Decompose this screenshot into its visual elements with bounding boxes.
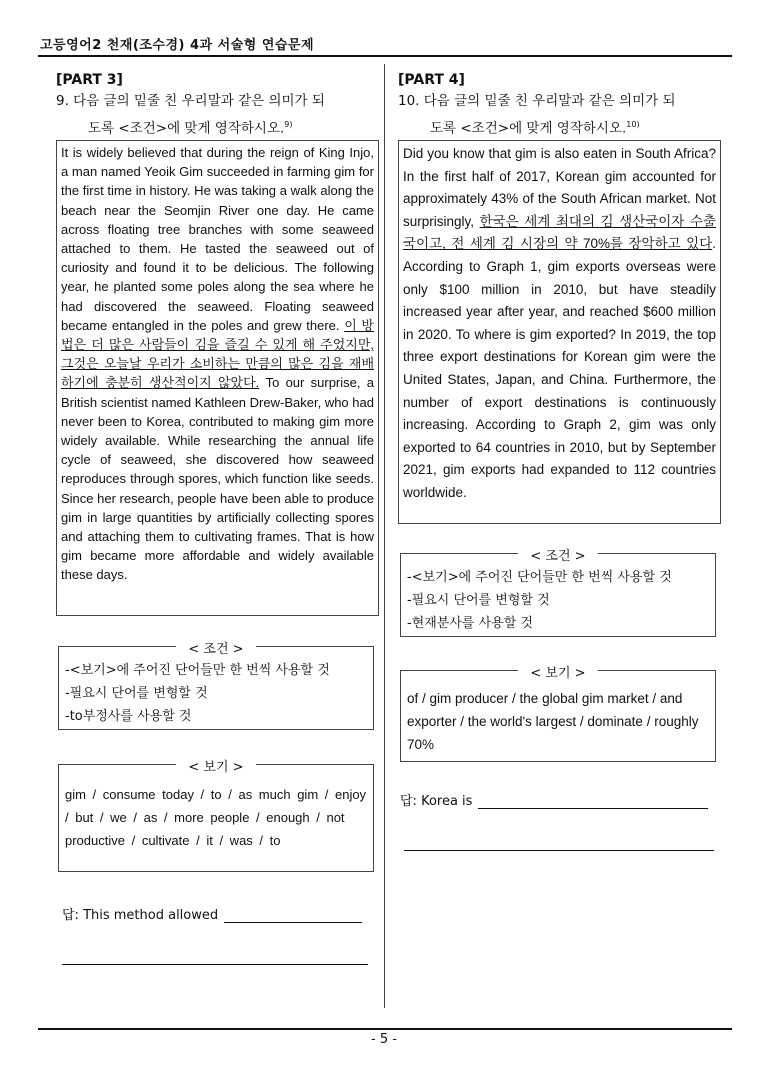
- answer-10: [400, 790, 708, 809]
- answer-9-label: 답: This method allowed: [62, 908, 219, 923]
- passage-10: [398, 140, 721, 524]
- conditions-title-10: < 조건 >: [518, 549, 597, 564]
- part-4-title: [PART 4]: [398, 72, 465, 88]
- question-10-line2: 도록 <조건>에 맞게 영작하시오.: [430, 120, 627, 137]
- passage-10-underlined: 한국은 세계 최대의 김 생산국이자 수출국이고, 전 세계 김 시장의 약 70%를 장악하고 있다: [403, 213, 716, 252]
- bogi-box-10: [400, 666, 716, 762]
- bogi-title-10: < 보기 >: [518, 666, 597, 681]
- condition-item: -to부정사를 사용할 것: [65, 709, 192, 724]
- answer-9-blank[interactable]: [224, 908, 362, 923]
- condition-item: -<보기>에 주어진 단어들만 한 번씩 사용할 것: [65, 663, 330, 678]
- question-9: [56, 90, 325, 141]
- page-number: - 5 -: [371, 1032, 397, 1047]
- bogi-words-9: gim / consume today / to / as much gim / enjoy / but / we / as / more people / enough / not productive / cultivate / it / was / to: [65, 787, 367, 848]
- bogi-title-9: < 보기 >: [176, 760, 255, 775]
- passage-9: [56, 140, 379, 616]
- conditions-box-9: [58, 642, 374, 730]
- answer-10-line[interactable]: [404, 850, 714, 851]
- condition-item: -<보기>에 주어진 단어들만 한 번씩 사용할 것: [407, 570, 672, 585]
- header-rule: [38, 55, 732, 57]
- bogi-words-10: of / gim producer / the global gim market / and exporter / the world's largest / dominate / roughly 70%: [407, 691, 699, 752]
- footnote-9: 9): [284, 120, 293, 129]
- answer-9: [62, 904, 362, 923]
- answer-10-label: 답: Korea is: [400, 794, 473, 809]
- bogi-box-9: [58, 760, 374, 872]
- conditions-title-9: < 조건 >: [176, 642, 255, 657]
- column-divider: [384, 64, 385, 1008]
- footer-rule: [38, 1028, 732, 1030]
- part-3-title: [PART 3]: [56, 72, 123, 88]
- passage-10-text-a: Did you know that gim is also eaten in South Africa? In the first half of 2017, Korean gim accounted for approximately 43% of the South African market. Not surprisingly,: [403, 146, 716, 229]
- condition-item: -현재분사를 사용할 것: [407, 616, 533, 631]
- passage-9-text-a: It is widely believed that during the reign of King Injo, a man named Yeoik Gim succeeded in farming gim for the first time in history. He was taking a walk along the beach near the Seomjin River one day. He came across floating tree branches with some seaweed attached to them. He tasted the seaweed out of curiosity and found it to be delicious. The following year, he planted some poles along the sea where he had discovered the seaweed. Floating seaweed became entangled in the poles and grew there.: [61, 145, 374, 333]
- passage-9-text-b: To our surprise, a British scientist named Kathleen Drew-Baker, who had never been to Korea, contributed to making gim more widely available. While researching the annual life cycle of seaweed, she discovered how seaweed reproduces through spores, which function like seeds. Since her research, people have been able to produce gim in large quantities by artificially collecting spores and attaching them to cultivating frames. That is how gim became more affordable and widely available these days.: [61, 375, 375, 583]
- question-10-line1: 10. 다음 글의 밑줄 친 우리말과 같은 의미가 되: [398, 93, 676, 109]
- passage-9-underlined: 이 방법은 더 많은 사람들이 김을 즐길 수 있게 해 주었지만, 그것은 오늘날 우리가 소비하는 만큼의 많은 김을 재배하기에 충분히 생산적이지 않았다.: [61, 317, 374, 391]
- conditions-box-10: [400, 549, 716, 637]
- page-header: 고등영어2 천재(조수경) 4과 서술형 연습문제: [40, 38, 315, 53]
- footnote-10: 10): [626, 120, 640, 129]
- question-9-line2: 도록 <조건>에 맞게 영작하시오.: [88, 120, 285, 137]
- condition-item: -필요시 단어를 변형할 것: [407, 593, 550, 608]
- answer-9-line[interactable]: [62, 964, 368, 965]
- question-10: [398, 90, 676, 141]
- condition-item: -필요시 단어를 변형할 것: [65, 686, 208, 701]
- passage-10-text-b: . According to Graph 1, gim exports overseas were only $100 million in 2010, but have steadily increased year after year, and reached $600 million in 2020. To where is gim exported? In 2019, the top three export destinations for Korean gim were the United States, Japan, and China. Furthermore, the number of export destinations is continuously increasing. According to Graph 2, gim was only exported to 64 countries in 2010, but by September 2021, gim exports had expanded to 112 countries worldwide.: [403, 236, 716, 500]
- answer-10-blank[interactable]: [478, 794, 708, 809]
- question-9-line1: 9. 다음 글의 밑줄 친 우리말과 같은 의미가 되: [56, 93, 325, 109]
